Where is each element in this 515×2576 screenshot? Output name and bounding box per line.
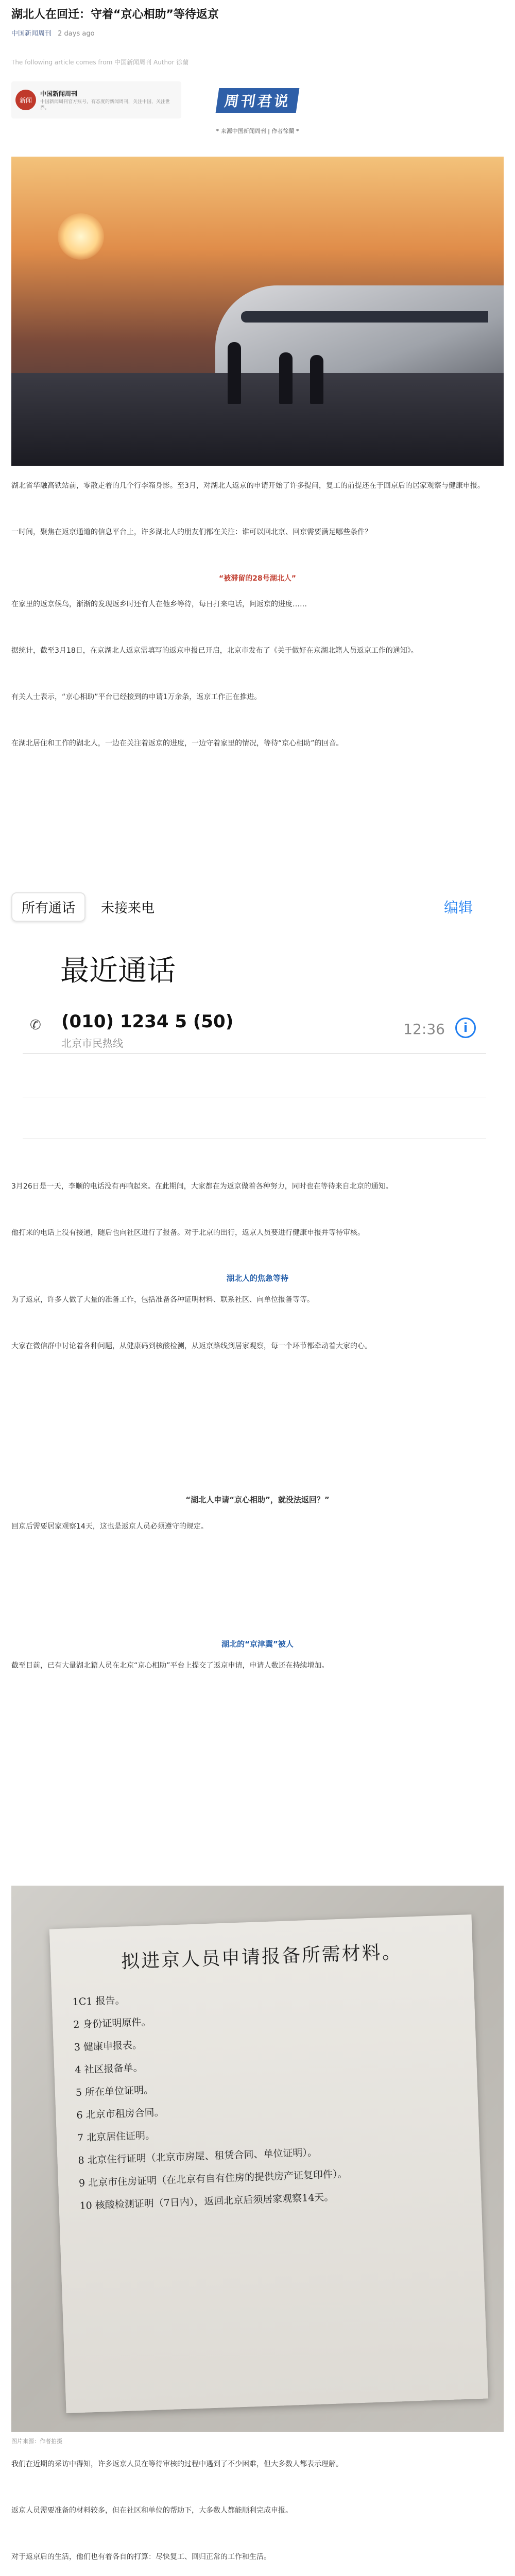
article-source-link[interactable]: 中国新闻周刊 — [11, 30, 52, 38]
document-line: 1C1 报告。 — [72, 1994, 125, 2008]
train-window-shape — [241, 311, 488, 323]
article-meta — [11, 28, 95, 38]
paragraph: 在湖北居住和工作的湖北人，一边在关注着返京的进度，一边守着家里的情况，等待“京心相助”的回音。 — [11, 739, 344, 748]
phone-icon: ✆ — [30, 1018, 41, 1033]
paragraph: 为了返京，许多人做了大量的准备工作，包括准备各种证明材料、联系社区、向单位报备等等。 — [11, 1296, 314, 1304]
paragraph: 一时间，聚焦在返京通道的信息平台上，许多湖北人的朋友们都在关注：谁可以回北京、回京需要满足哪些条件？ — [11, 528, 372, 536]
banner-tagline: * 来源中国新闻周刊 | 作者徐蘭 * — [216, 128, 299, 134]
call-time: 12:36 — [403, 1021, 445, 1038]
article-time: 2 days ago — [58, 30, 95, 38]
paragraph: 我们在近期的采访中得知，许多返京人员在等待审核的过程中遇到了不少困难，但大多数人都表示理解。 — [11, 2460, 343, 2468]
paragraph: 他打来的电话上没有接通，随后也向社区进行了报备。对于北京的出行，返京人员要进行健康申报并等待审核。 — [11, 1229, 365, 1237]
section-quote: “湖北人申请“京心相助”，就没法返回？” — [185, 1495, 330, 1504]
document-sheet — [49, 1914, 488, 2413]
traveler-silhouette — [228, 342, 241, 404]
sun-shape — [58, 213, 104, 260]
info-icon[interactable]: i — [455, 1018, 476, 1038]
account-card[interactable] — [11, 81, 181, 118]
section-heading: 湖北的“京津冀”被人 — [221, 1639, 294, 1649]
traveler-silhouette — [310, 355, 323, 404]
document-line: 3 健康申报表。 — [74, 2039, 143, 2054]
tab-all-calls[interactable]: 所有通话 — [11, 892, 85, 922]
paragraph: 据统计，截至3月18日，在京湖北人返京需填写的返京申报已开启，北京市发布了《关于做好在京湖北籍人员返京工作的通知》。 — [11, 647, 418, 655]
edit-button[interactable]: 编辑 — [443, 899, 473, 916]
paragraph: 对于返京后的生活，他们也有着各自的打算：尽快复工、回归正常的工作和生活。 — [11, 2553, 271, 2561]
paragraph: 大家在微信群中讨论着各种问题，从健康码到核酸检测，从返京路线到居家观察，每一个环节都牵动着大家的心。 — [11, 1342, 372, 1350]
paragraph: 在家里的返京候鸟，渐渐的发现返乡时还有人在他乡等待，每日打来电话，问返京的进度…… — [11, 600, 307, 608]
document-title: 拟进京人员申请报备所需材料。 — [121, 1941, 403, 1973]
document-photo — [11, 1886, 504, 2432]
document-line: 8 北京住行证明（北京市房屋、租赁合同、单位证明）。 — [78, 2146, 318, 2166]
account-info — [40, 89, 177, 111]
section-quote: “被滞留的28号湖北人” — [219, 574, 296, 583]
tab-missed-calls[interactable]: 未接来电 — [101, 900, 155, 916]
paragraph: 回京后需要居家观察14天，这也是返京人员必须遵守的规定。 — [11, 1522, 208, 1531]
document-line: 10 核酸检测证明（7日内），返回北京后须居家观察14天。 — [79, 2191, 334, 2212]
hero-image — [11, 157, 504, 466]
source-notice: The following article comes from 中国新闻周刊 Author 徐蘭 — [11, 59, 189, 66]
call-row-placeholder — [23, 1103, 486, 1139]
paragraph: 返京人员需要准备的材料较多，但在社区和单位的帮助下，大多数人都能顺利完成申报。 — [11, 2506, 293, 2515]
article-title: 湖北人在回迁：守着“京心相助”等待返京 — [11, 8, 219, 21]
document-line: 6 北京市租房合同。 — [76, 2107, 164, 2121]
paragraph: 有关人士表示，“京心相助”平台已经接到的申请1万余条，返京工作正在推进。 — [11, 693, 262, 701]
section-heading: 湖北人的焦急等待 — [226, 1274, 288, 1283]
call-row[interactable] — [23, 1002, 486, 1054]
paragraph: 截至目前，已有大量湖北籍人员在北京“京心相助”平台上提交了返京申请，申请人数还在持续增加。 — [11, 1662, 329, 1670]
document-line: 9 北京市住房证明（在北京有自有住房的提供房产证复印件）。 — [78, 2168, 348, 2189]
document-line: 5 所在单位证明。 — [75, 2084, 154, 2098]
paragraph: 湖北省华融高铁站前，零散走着的几个行李箱身影。至3月，对湖北人返京的申请开始了许多提问，复工的前提还在于回京后的居家观察与健康申报。 — [11, 482, 485, 490]
document-line: 2 身份证明原件。 — [73, 2016, 151, 2031]
document-line: 4 社区报备单。 — [75, 2062, 143, 2076]
account-desc: 中国新闻周刊官方账号，有态度的新闻周刊，关注中国，关注世界。 — [40, 99, 170, 111]
call-number: (010) 1234 5 (50) — [61, 1011, 234, 1032]
traveler-silhouette — [279, 352, 293, 404]
recent-calls-title: 最近通话 — [60, 954, 176, 988]
phone-screenshot — [11, 891, 504, 1149]
paragraph: 3月26日是一天，李顺的电话没有再响起来。在此期间，大家都在为返京做着各种努力，同时也在等待来自北京的通知。 — [11, 1182, 393, 1191]
column-banner — [203, 82, 312, 118]
photo-caption: 图片来源：作者拍摄 — [11, 2438, 62, 2445]
platform-shape — [11, 373, 504, 466]
call-subtitle: 北京市民热线 — [61, 1037, 123, 1049]
account-name: 中国新闻周刊 — [40, 90, 78, 97]
call-tabs — [11, 891, 504, 922]
banner-label: 周刊君说 — [216, 88, 300, 113]
call-row-placeholder — [23, 1061, 486, 1097]
document-line: 7 北京居住证明。 — [77, 2129, 156, 2144]
account-avatar: 新闻 — [15, 90, 36, 110]
